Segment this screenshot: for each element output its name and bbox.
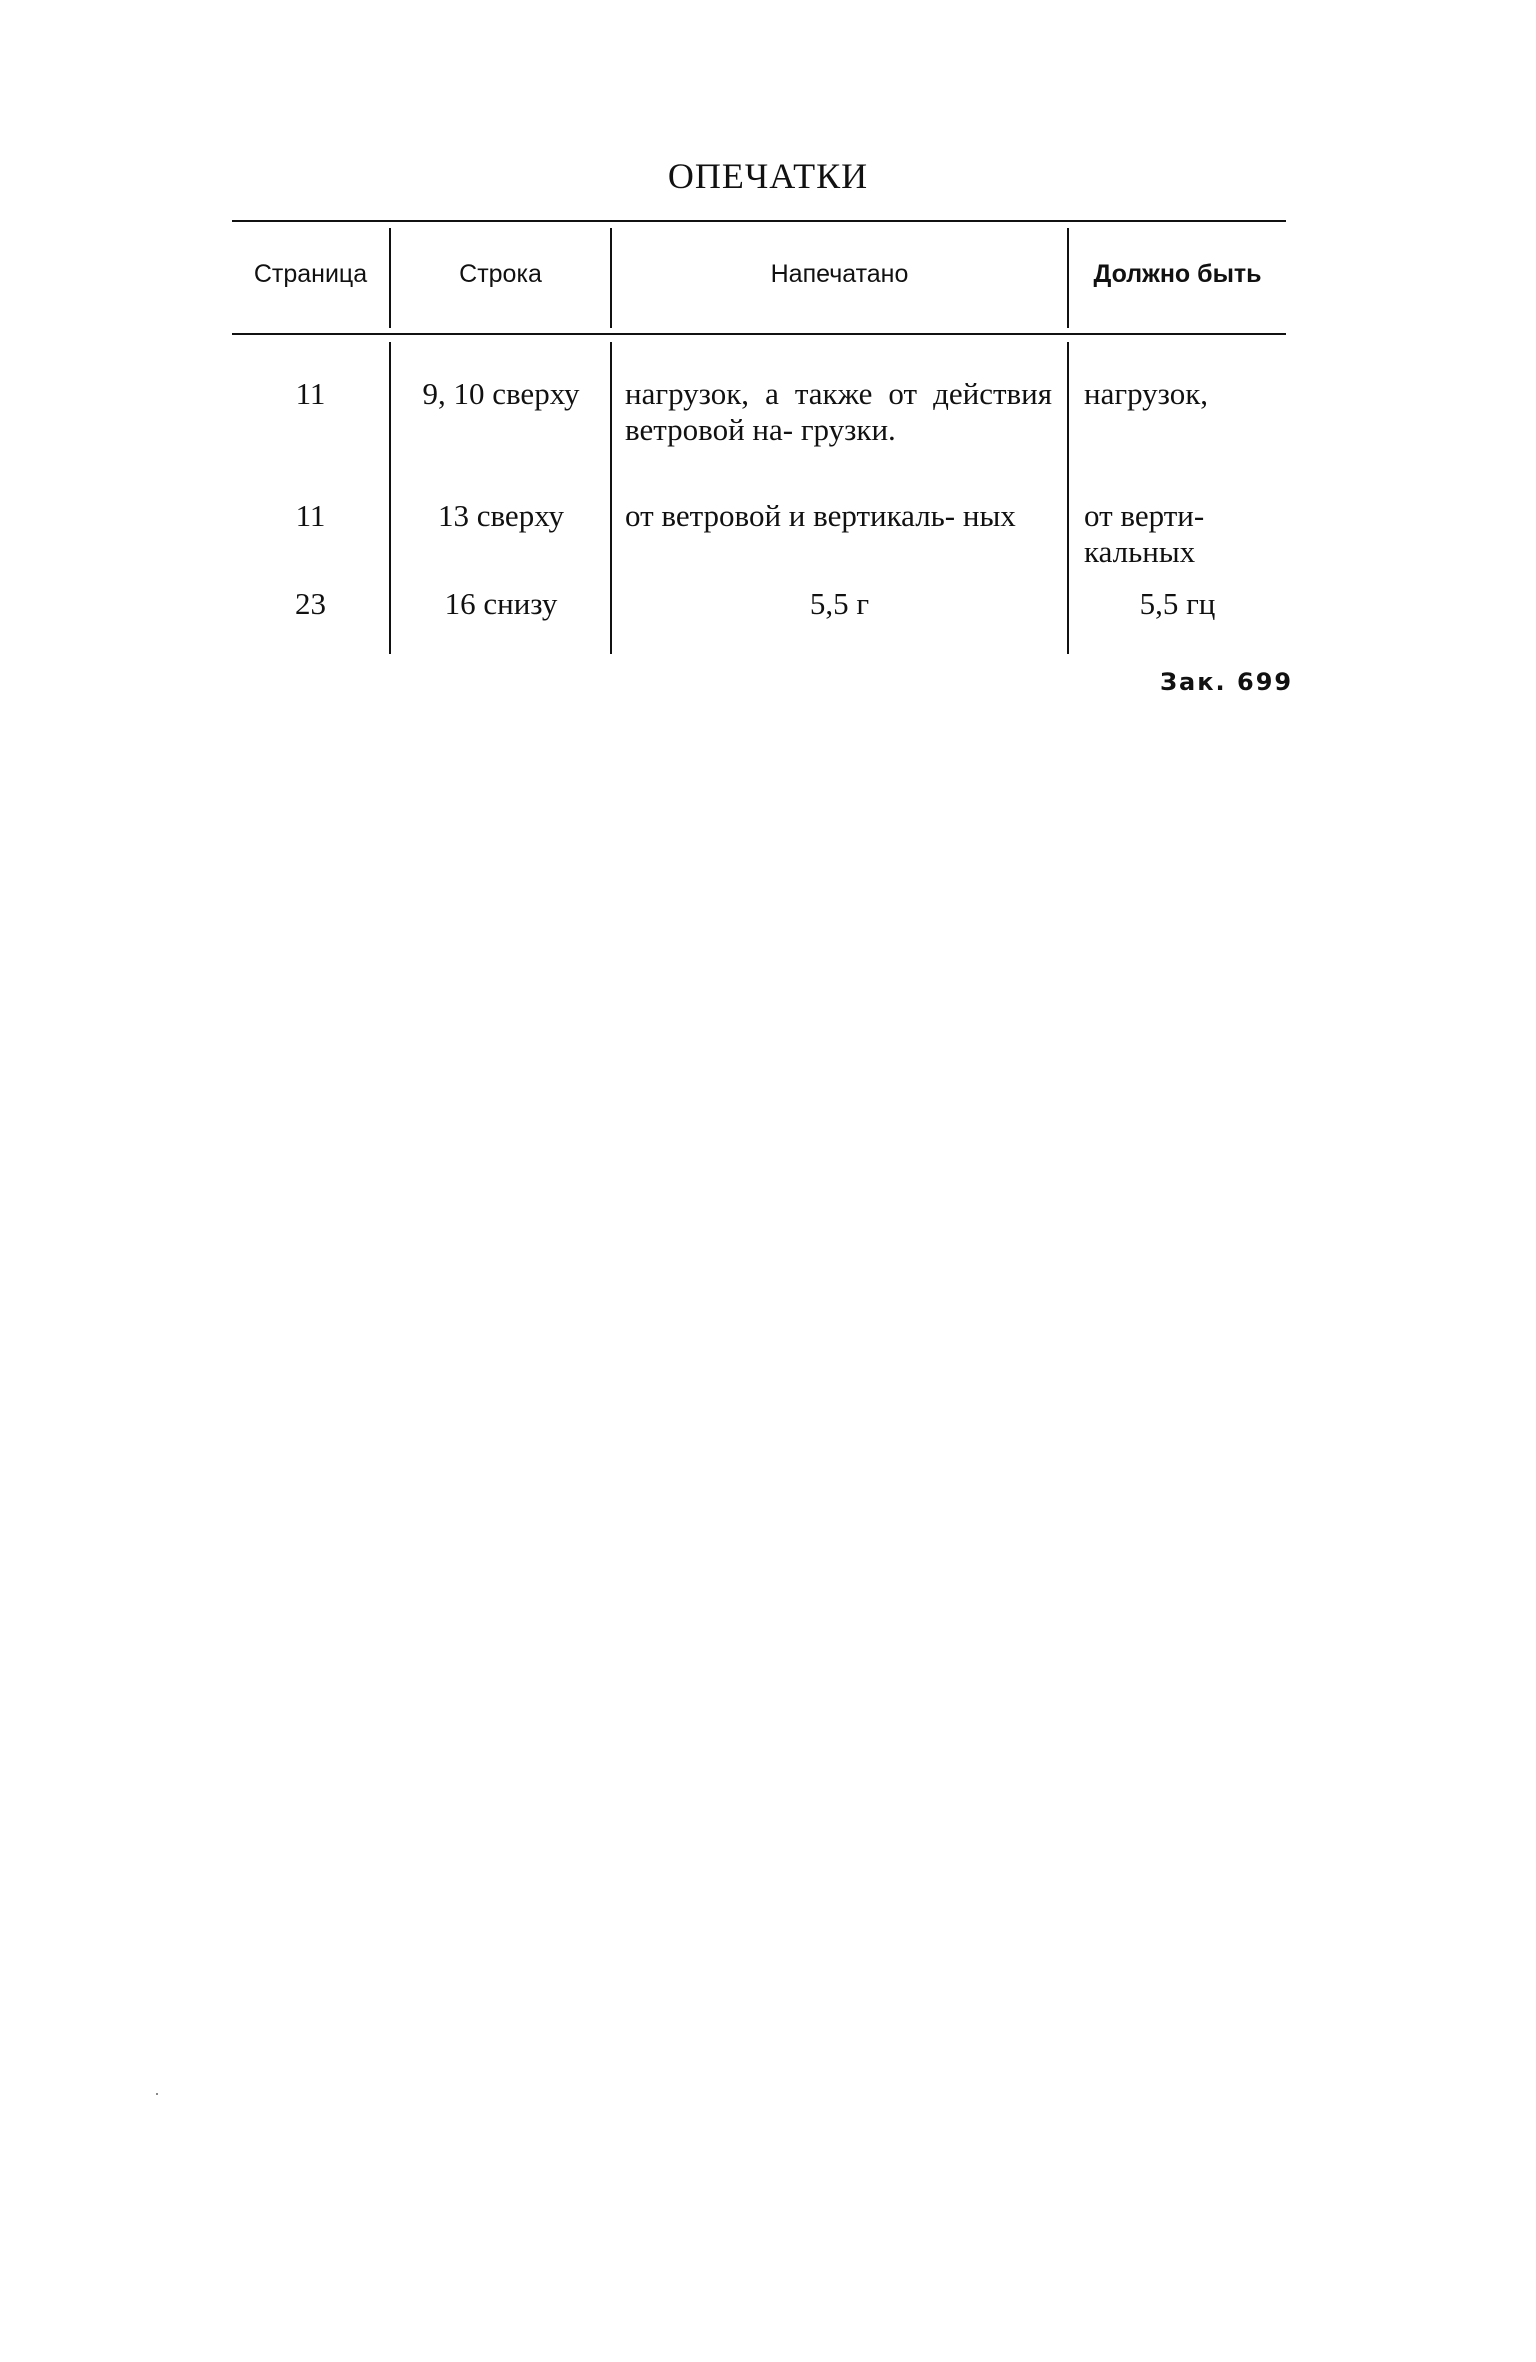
row-1-line: 9, 10 сверху bbox=[422, 376, 580, 411]
row-3-should-be: 5,5 гц bbox=[1139, 586, 1216, 621]
header-should-be: Должно быть bbox=[1093, 260, 1262, 288]
row-2-printed: от ветровой и вертикаль- ных bbox=[625, 498, 1016, 533]
row-3-page: 23 bbox=[295, 586, 326, 621]
row-2-line: 13 сверху bbox=[437, 498, 565, 533]
table-top-rule bbox=[232, 220, 1286, 222]
row-1-page: 11 bbox=[295, 376, 326, 411]
row-2-page: 11 bbox=[295, 498, 326, 533]
header-page: Страница bbox=[253, 260, 368, 288]
table-header-rule bbox=[232, 333, 1286, 335]
order-number: Зак. 699 bbox=[1160, 668, 1294, 696]
errata-table bbox=[232, 220, 1286, 660]
row-3-printed: 5,5 г bbox=[809, 586, 870, 621]
row-1-printed: нагрузок, а также от действия ветровой на- грузки. bbox=[625, 376, 1052, 447]
row-1-should-be: нагрузок, bbox=[1084, 376, 1209, 411]
header-line: Строка bbox=[459, 260, 542, 288]
body-divider-1 bbox=[389, 342, 391, 654]
page-title: ОПЕЧАТКИ bbox=[667, 156, 869, 196]
scan-speck bbox=[156, 2093, 158, 2095]
row-3-line: 16 снизу bbox=[444, 586, 558, 621]
row-2-should-be: от верти- кальных bbox=[1084, 498, 1205, 569]
header-printed: Напечатано bbox=[770, 260, 909, 288]
